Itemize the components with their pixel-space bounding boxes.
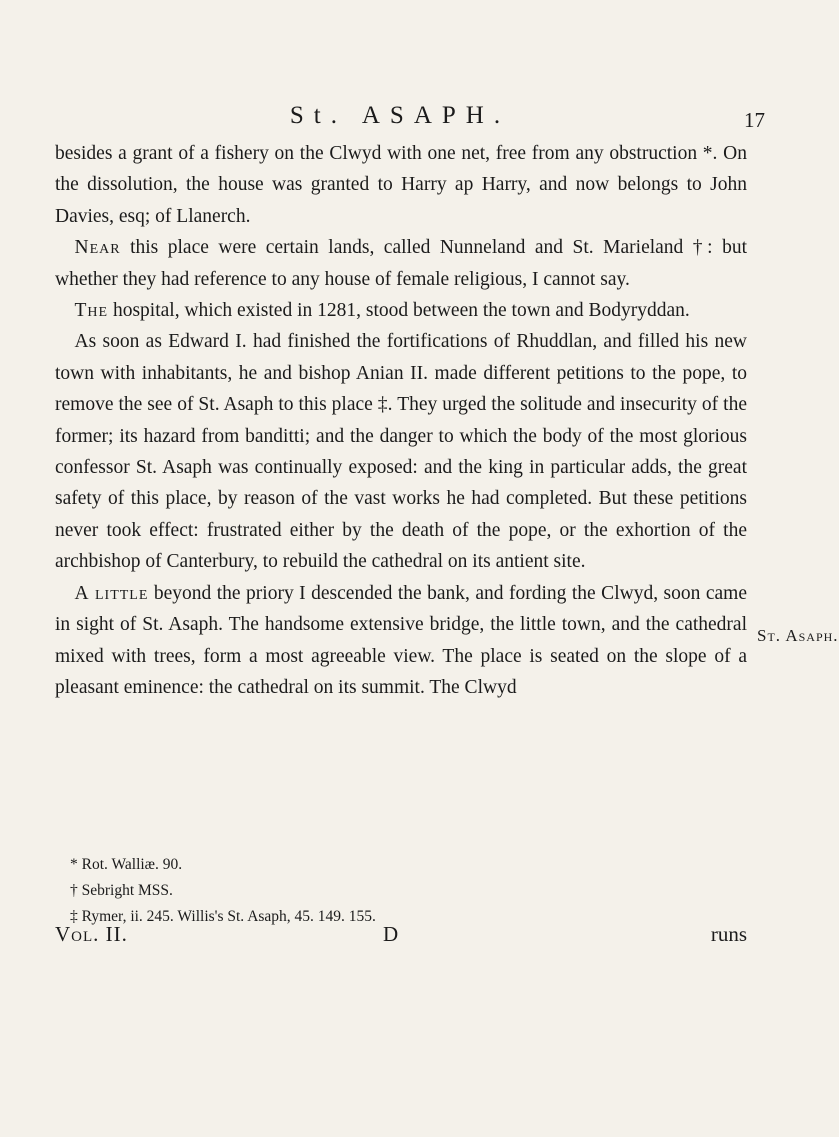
footnote-3: ‡ Rymer, ii. 245. Willis's St. Asaph, 45. 149. 155. (70, 908, 376, 925)
footnotes (70, 852, 670, 930)
running-title: St. ASAPH. (289, 102, 511, 129)
signature-mark: D (383, 922, 399, 946)
paragraph-5-lead: A little (74, 582, 149, 604)
paragraph-1 (55, 138, 747, 232)
signature-line (55, 922, 747, 950)
paragraph-1-text: besides a grant of a fishery on the Clwyd with one net, free from any obstruction *. On the dissolution, the house was granted to Harry ap Harry, and now belongs to John Davies, esq; of Llanerch. (55, 143, 747, 227)
paragraph-4-lead: As (74, 331, 97, 353)
margin-note: St. Asaph. (757, 626, 839, 645)
paragraph-3-text: hospital, which existed in 1281, stood between the town and Bodyryddan. (108, 300, 690, 322)
catchword: runs (710, 922, 747, 946)
paragraph-4-text: soon as Edward I. had finished the fortifications of Rhuddlan, and filled his new town with inhabitants, he and bishop Anian II. made different petitions to the pope, to remove the see of St. Asaph to this place ‡. They urged the solitude and insecurity of the former; its hazard from banditti; and the danger to which the body of the most glorious confessor St. Asaph was continually exposed: and the king in particular adds, the great safety of this place, by reason of the vast works he had completed. But these petitions never took effect: frustrated either by the death of the pope, or the exhortion of the archbishop of Canterbury, to rebuild the cathedral on its antient site. (55, 331, 747, 573)
body-text (55, 138, 747, 703)
footnote-1: * Rot. Walliæ. 90. (70, 856, 183, 873)
paragraph-4 (55, 326, 747, 577)
paragraph-2 (55, 232, 747, 295)
paragraph-2-lead: Near (74, 237, 121, 259)
volume-label: Vol. II. (55, 922, 128, 946)
paragraph-3 (55, 295, 747, 326)
paragraph-3-lead: The (74, 300, 109, 322)
paragraph-5-text: beyond the priory I descended the bank, and fording the Clwyd, soon came in sight of St. Asaph. The handsome extensive bridge, the little town, and the cathedral mixed with trees, form a most agreeable view. The place is seated on the slope of a pleasant eminence: the cathedral on its summit. The Clwyd (55, 582, 747, 698)
footnote-2: † Sebright MSS. (70, 882, 173, 899)
page-number: 17 (744, 108, 765, 132)
paragraph-5 (55, 578, 747, 704)
paragraph-2-text: this place were certain lands, called Nunneland and St. Marieland †: but whether they had reference to any house of female religious, I cannot say. (55, 237, 747, 290)
